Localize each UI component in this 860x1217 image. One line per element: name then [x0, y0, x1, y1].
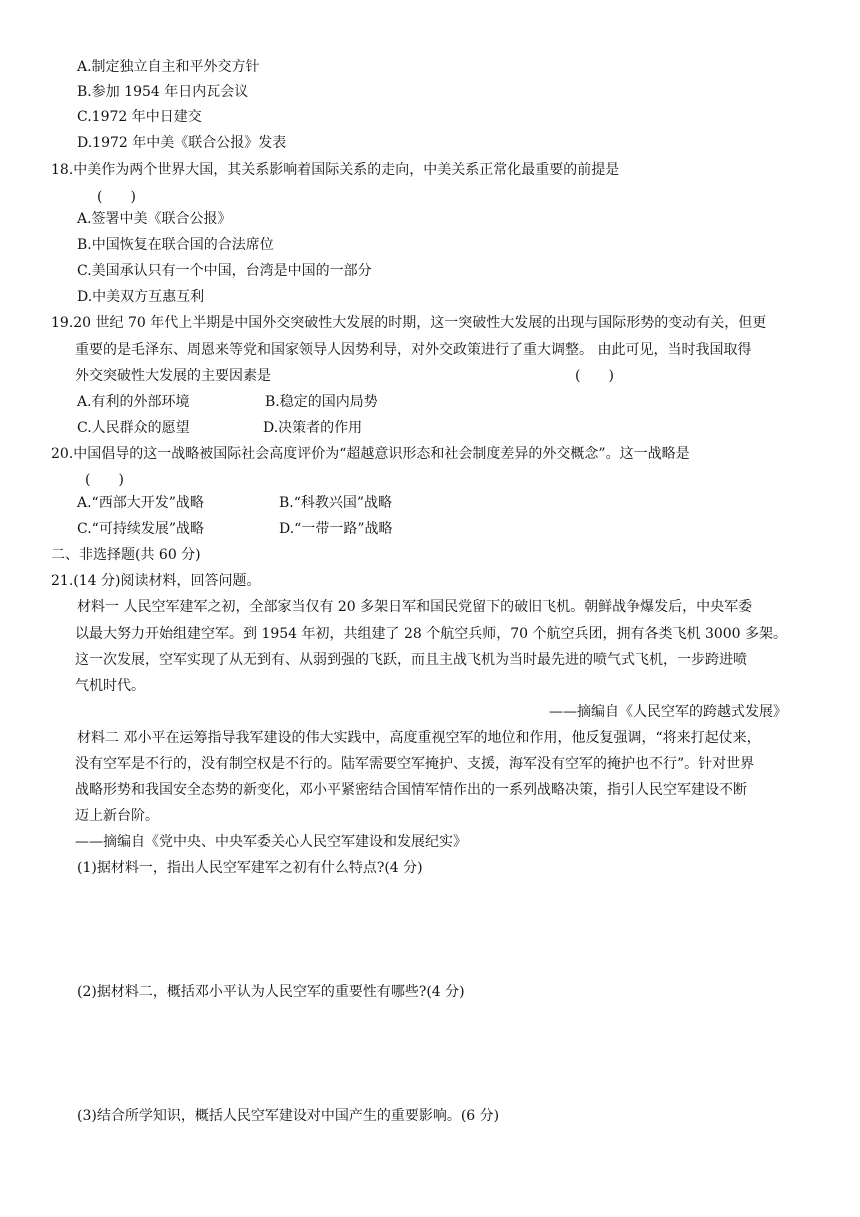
material2-line-4: 迈上新台阶。 — [75, 808, 159, 824]
q21-stem: 21.(14 分)阅读材料，回答问题。 — [51, 573, 261, 589]
q18-option-a: A.签署中美《联合公报》 — [77, 211, 232, 227]
q19-line-3: 外交突破性大发展的主要因素是 — [75, 368, 271, 384]
q19-option-c: C.人民群众的愿望 — [77, 420, 190, 436]
q17-option-c: C.1972 年中日建交 — [77, 109, 202, 125]
q19-line-2: 重要的是毛泽东、周恩来等党和国家领导人因势利导，对外交政策进行了重大调整。 由此可见，当时我国取得 — [75, 342, 752, 358]
q17-option-d: D.1972 年中美《联合公报》发表 — [77, 135, 287, 151]
q19-option-a: A.有利的外部环境 — [77, 394, 190, 410]
q19-option-b: B.稳定的国内局势 — [265, 394, 378, 410]
material1-line-1: 材料一 人民空军建军之初，全部家当仅有 20 多架日军和国民党留下的破旧飞机。朝鲜战争爆发后，中央军委 — [77, 599, 753, 615]
q18-option-b: B.中国恢复在联合国的合法席位 — [77, 237, 274, 253]
q18-stem: 18.中美作为两个世界大国，其关系影响着国际关系的走向，中美关系正常化最重要的前提是 — [51, 162, 620, 178]
q21-subquestion-1: (1)据材料一，指出人民空军建军之初有什么特点?(4 分) — [77, 860, 423, 876]
q18-option-d: D.中美双方互惠互利 — [77, 289, 205, 305]
q21-subquestion-2: (2)据材料二，概括邓小平认为人民空军的重要性有哪些?(4 分) — [77, 984, 465, 1000]
material1-source: ——摘编自《人民空军的跨越式发展》 — [549, 704, 787, 720]
material2-line-2: 没有空军是不行的，没有制空权是不行的。陆军需要空军掩护、支援，海军没有空军的掩护也不行”。针对世界 — [75, 756, 755, 772]
q18-option-c: C.美国承认只有一个中国，台湾是中国的一部分 — [77, 263, 372, 279]
material2-line-3: 战略形势和我国安全态势的新变化，邓小平紧密结合国情军情作出的一系列战略决策，指引人民空军建设不断 — [75, 782, 747, 798]
q20-option-c: C.“可持续发展”战略 — [77, 521, 204, 537]
q20-option-a: A.“西部大开发”战略 — [77, 495, 204, 511]
q19-line-1: 19.20 世纪 70 年代上半期是中国外交突破性大发展的时期，这一突破性大发展的出现与国际形势的变动有关，但更 — [51, 315, 767, 331]
q17-option-a: A.制定独立自主和平外交方针 — [77, 59, 260, 75]
q18-bracket: ( ) — [97, 189, 136, 205]
q21-subquestion-3: (3)结合所学知识，概括人民空军建设对中国产生的重要影响。(6 分) — [77, 1108, 500, 1124]
q20-stem: 20.中国倡导的这一战略被国际社会高度评价为“超越意识形态和社会制度差异的外交概念”。这一战略是 — [51, 446, 690, 462]
material2-line-1: 材料二 邓小平在运筹指导我军建设的伟大实践中，高度重视空军的地位和作用，他反复强调，“将来打起仗来， — [77, 730, 761, 746]
q17-option-b: B.参加 1954 年日内瓦会议 — [77, 84, 249, 100]
q20-bracket: ( ) — [85, 472, 124, 488]
section-heading: 二、非选择题(共 60 分) — [51, 547, 201, 563]
q20-option-d: D.“一带一路”战略 — [279, 521, 393, 537]
q19-bracket: ( ) — [575, 368, 614, 384]
material2-source: ——摘编自《党中央、中央军委关心人民空军建设和发展纪实》 — [75, 834, 467, 850]
material1-line-3: 这一次发展，空军实现了从无到有、从弱到强的飞跃，而且主战飞机为当时最先进的喷气式飞机，一步跨进喷 — [75, 652, 747, 668]
material1-line-4: 气机时代。 — [75, 678, 145, 694]
q19-option-d: D.决策者的作用 — [263, 420, 363, 436]
material1-line-2: 以最大努力开始组建空军。到 1954 年初，共组建了 28 个航空兵师，70 个航空兵团，拥有各类飞机 3000 多架。 — [75, 626, 788, 642]
q20-option-b: B.“科教兴国”战略 — [279, 495, 393, 511]
